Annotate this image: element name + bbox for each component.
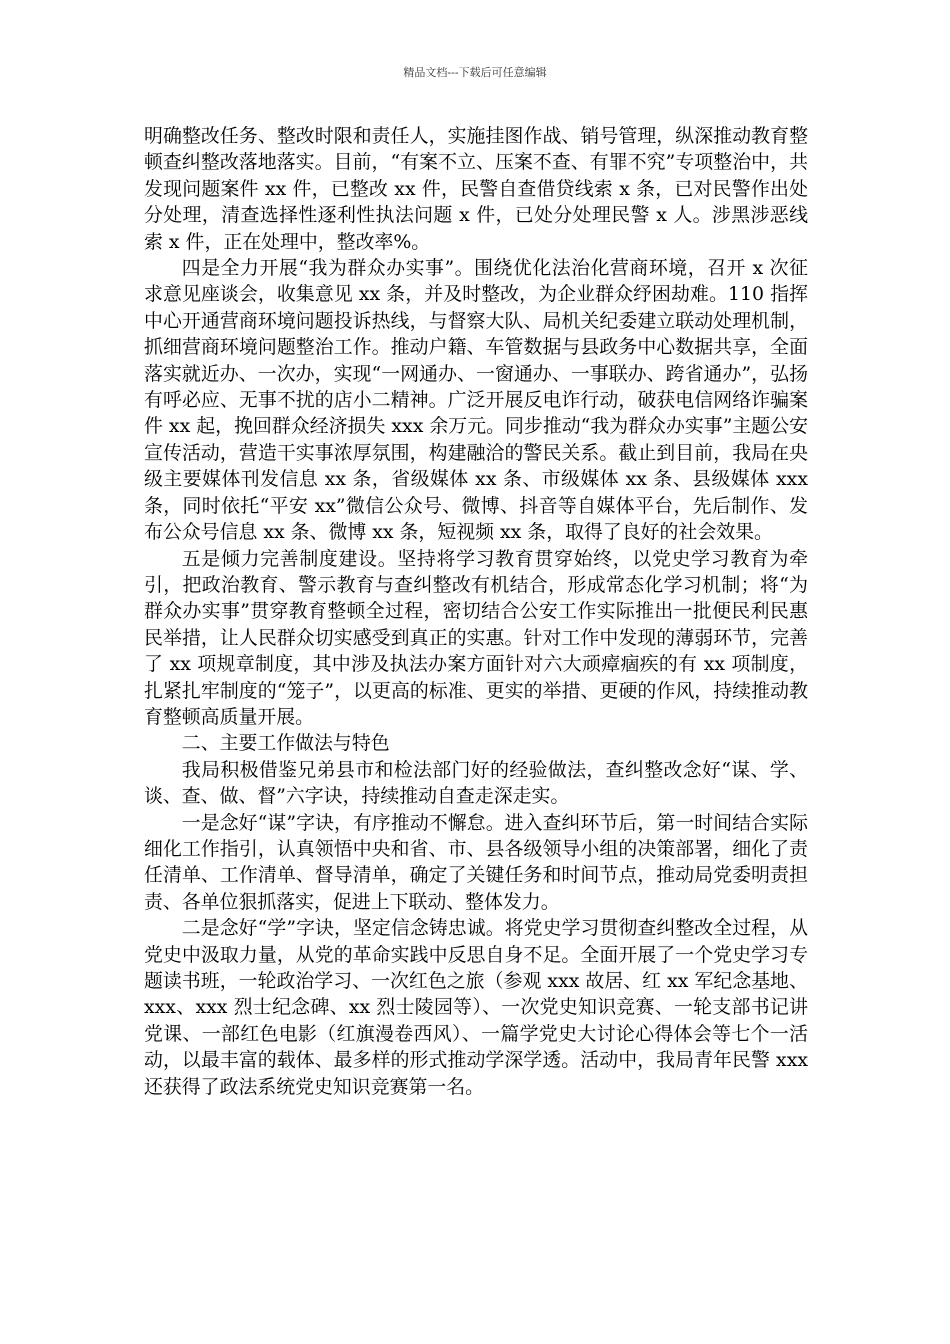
paragraph-intro: 我局积极借鉴兄弟县市和检法部门好的经验做法，查纠整改念好“谋、学、谈、查、做、督”六字诀，持续推动自查走深走实。 (144, 758, 808, 808)
page-header: 精品文档---下载后可任意编辑 (403, 66, 547, 79)
document-body (144, 123, 808, 1100)
paragraph-four: 四是全力开展“我为群众办实事”。围绕优化法治化营商环境，召开 x 次征求意见座谈会，收集意见 xx 条，并及时整改，为企业群众纾困劫难。110 指挥中心开通营商环境问题投诉热线，与督察大队、局机关纪委建立联动处理机制，抓细营商环境问题整治工作。推动户籍、车管数据与县政务中心数据共享，全面落实就近办、一次办，实现“一网通办、一窗通办、一事联办、跨省通办”，弘扬有呼必应、无事不扰的店小二精神。广泛开展反电诈行动，破获电信网络诈骗案件 xx 起，挽回群众经济损失 xxx 余万元。同步推动“我为群众办实事”主题公安宣传活动，营造干实事浓厚氛围，构建融洽的警民关系。截止到目前，我局在央级主要媒体刊发信息 xx 条，省级媒体 xx 条、市级媒体 xx 条、县级媒体 xxx 条，同时依托“平安 xx”微信公众号、微博、抖音等自媒体平台，先后制作、发布公众号信息 xx 条、微博 xx 条，短视频 xx 条，取得了良好的社会效果。 (144, 257, 808, 544)
paragraph-five: 五是倾力完善制度建设。坚持将学习教育贯穿始终，以党史学习教育为牵引，把政治教育、警示教育与查纠整改有机结合，形成常态化学习机制；将“为群众办实事”贯穿教育整顿全过程，密切结合公安工作实际推出一批便民利民惠民举措，让人民群众切实感受到真正的实惠。针对工作中发现的薄弱环节，完善了 xx 项规章制度，其中涉及执法办案方面针对六大顽瘴痼疾的有 xx 项制度，扎紧扎牢制度的“笼子”，以更高的标准、更实的举措、更硬的作风，持续推动教育整顿高质量开展。 (144, 547, 808, 728)
paragraph-mou: 一是念好“谋”字诀，有序推动不懈怠。进入查纠环节后，第一时间结合实际细化工作指引，认真领悟中央和省、市、县各级领导小组的决策部署，细化了责任清单、工作清单、督导清单，确定了关键任务和时间节点，推动局党委明责担责、各单位狠抓落实，促进上下联动、整体发力。 (144, 811, 808, 913)
paragraph-xue: 二是念好“学”字诀，坚定信念铸忠诚。将党史学习贯彻查纠整改全过程，从党史中汲取力量，从党的革命实践中反思自身不足。全面开展了一个党史学习专题读书班，一轮政治学习、一次红色之旅（参观 xxx 故居、红 xx 军纪念基地、xxx、xxx 烈士纪念碑、xx 烈士陵园等）、一次党史知识竞赛、一轮支部书记讲党课、一部红色电影（红旗漫卷西风）、一篇学党史大讨论心得体会等七个一活动，以最丰富的载体、最多样的形式推动学深学透。活动中，我局青年民警 xxx 还获得了政法系统党史知识竞赛第一名。 (144, 917, 808, 1098)
section-heading: 二、主要工作做法与特色 (181, 732, 390, 755)
paragraph-continuation: 明确整改任务、整改时限和责任人，实施挂图作战、销号管理，纵深推动教育整顿查纠整改落地落实。目前，“有案不立、压案不查、有罪不究”专项整治中，共发现问题案件 xx 件，已整改 xx 件，民警自查借贷线索 x 条，已对民警作出处分处理，清查选择性逐利性执法问题 x 件，已处分处理民警 x 人。涉黑涉恶线索 x 件，正在处理中，整改率%。 (144, 125, 808, 253)
